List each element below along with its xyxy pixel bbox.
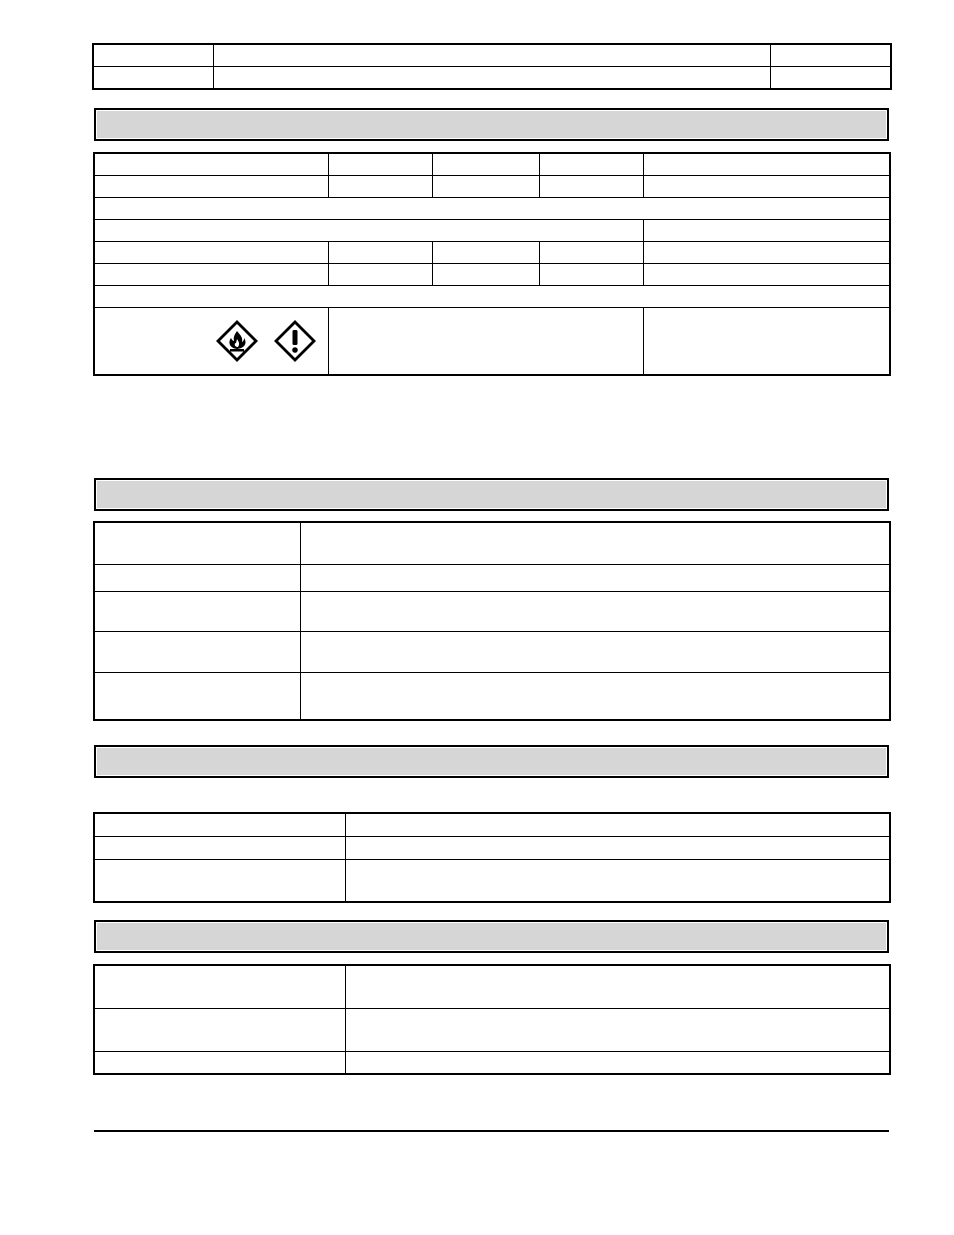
cell xyxy=(95,220,644,242)
section-4-heading xyxy=(94,920,889,953)
label-cell xyxy=(95,814,346,837)
cell xyxy=(540,242,644,264)
cell xyxy=(644,176,890,198)
cell xyxy=(540,154,644,176)
cell xyxy=(433,264,540,286)
cell xyxy=(644,242,890,264)
cell xyxy=(95,176,329,198)
header-cell xyxy=(94,45,214,67)
section-3-table xyxy=(94,813,890,902)
cell xyxy=(329,308,644,375)
value-cell xyxy=(301,523,890,565)
cell xyxy=(644,308,890,375)
value-cell xyxy=(346,860,890,902)
footer-rule xyxy=(94,1130,889,1132)
cell xyxy=(644,220,890,242)
label-cell xyxy=(95,1009,346,1052)
cell xyxy=(95,242,329,264)
value-cell xyxy=(346,837,890,860)
header-cell xyxy=(214,45,771,67)
header-cell xyxy=(94,67,214,89)
section-1-heading xyxy=(94,108,889,141)
cell-wide xyxy=(95,286,890,308)
cell xyxy=(329,154,433,176)
value-cell xyxy=(346,1052,890,1074)
value-cell xyxy=(301,592,890,632)
label-cell xyxy=(95,632,301,673)
header-cell xyxy=(771,67,891,89)
header-cell xyxy=(771,45,891,67)
header-table xyxy=(93,44,891,89)
cell xyxy=(433,176,540,198)
cell xyxy=(95,264,329,286)
value-cell xyxy=(346,1009,890,1052)
cell xyxy=(540,176,644,198)
label-cell xyxy=(95,565,301,592)
section-1-table xyxy=(94,153,890,375)
cell xyxy=(329,176,433,198)
header-cell xyxy=(214,67,771,89)
cell xyxy=(95,154,329,176)
section-4-table xyxy=(94,965,890,1074)
section-2-table xyxy=(94,522,890,720)
cell xyxy=(433,242,540,264)
cell xyxy=(644,154,890,176)
value-cell xyxy=(301,673,890,720)
label-cell xyxy=(95,860,346,902)
value-cell xyxy=(301,632,890,673)
flame-icon xyxy=(215,319,259,363)
cell xyxy=(329,242,433,264)
label-cell xyxy=(95,523,301,565)
label-cell xyxy=(95,837,346,860)
section-3-heading xyxy=(94,745,889,778)
cell xyxy=(329,264,433,286)
exclamation-icon xyxy=(273,319,317,363)
label-cell xyxy=(95,592,301,632)
label-cell xyxy=(95,1052,346,1074)
label-cell xyxy=(95,966,346,1009)
cell xyxy=(540,264,644,286)
cell-wide xyxy=(95,198,890,220)
cell xyxy=(433,154,540,176)
value-cell xyxy=(301,565,890,592)
label-cell xyxy=(95,673,301,720)
cell xyxy=(644,264,890,286)
value-cell xyxy=(346,966,890,1009)
section-2-heading xyxy=(94,478,889,511)
value-cell xyxy=(346,814,890,837)
